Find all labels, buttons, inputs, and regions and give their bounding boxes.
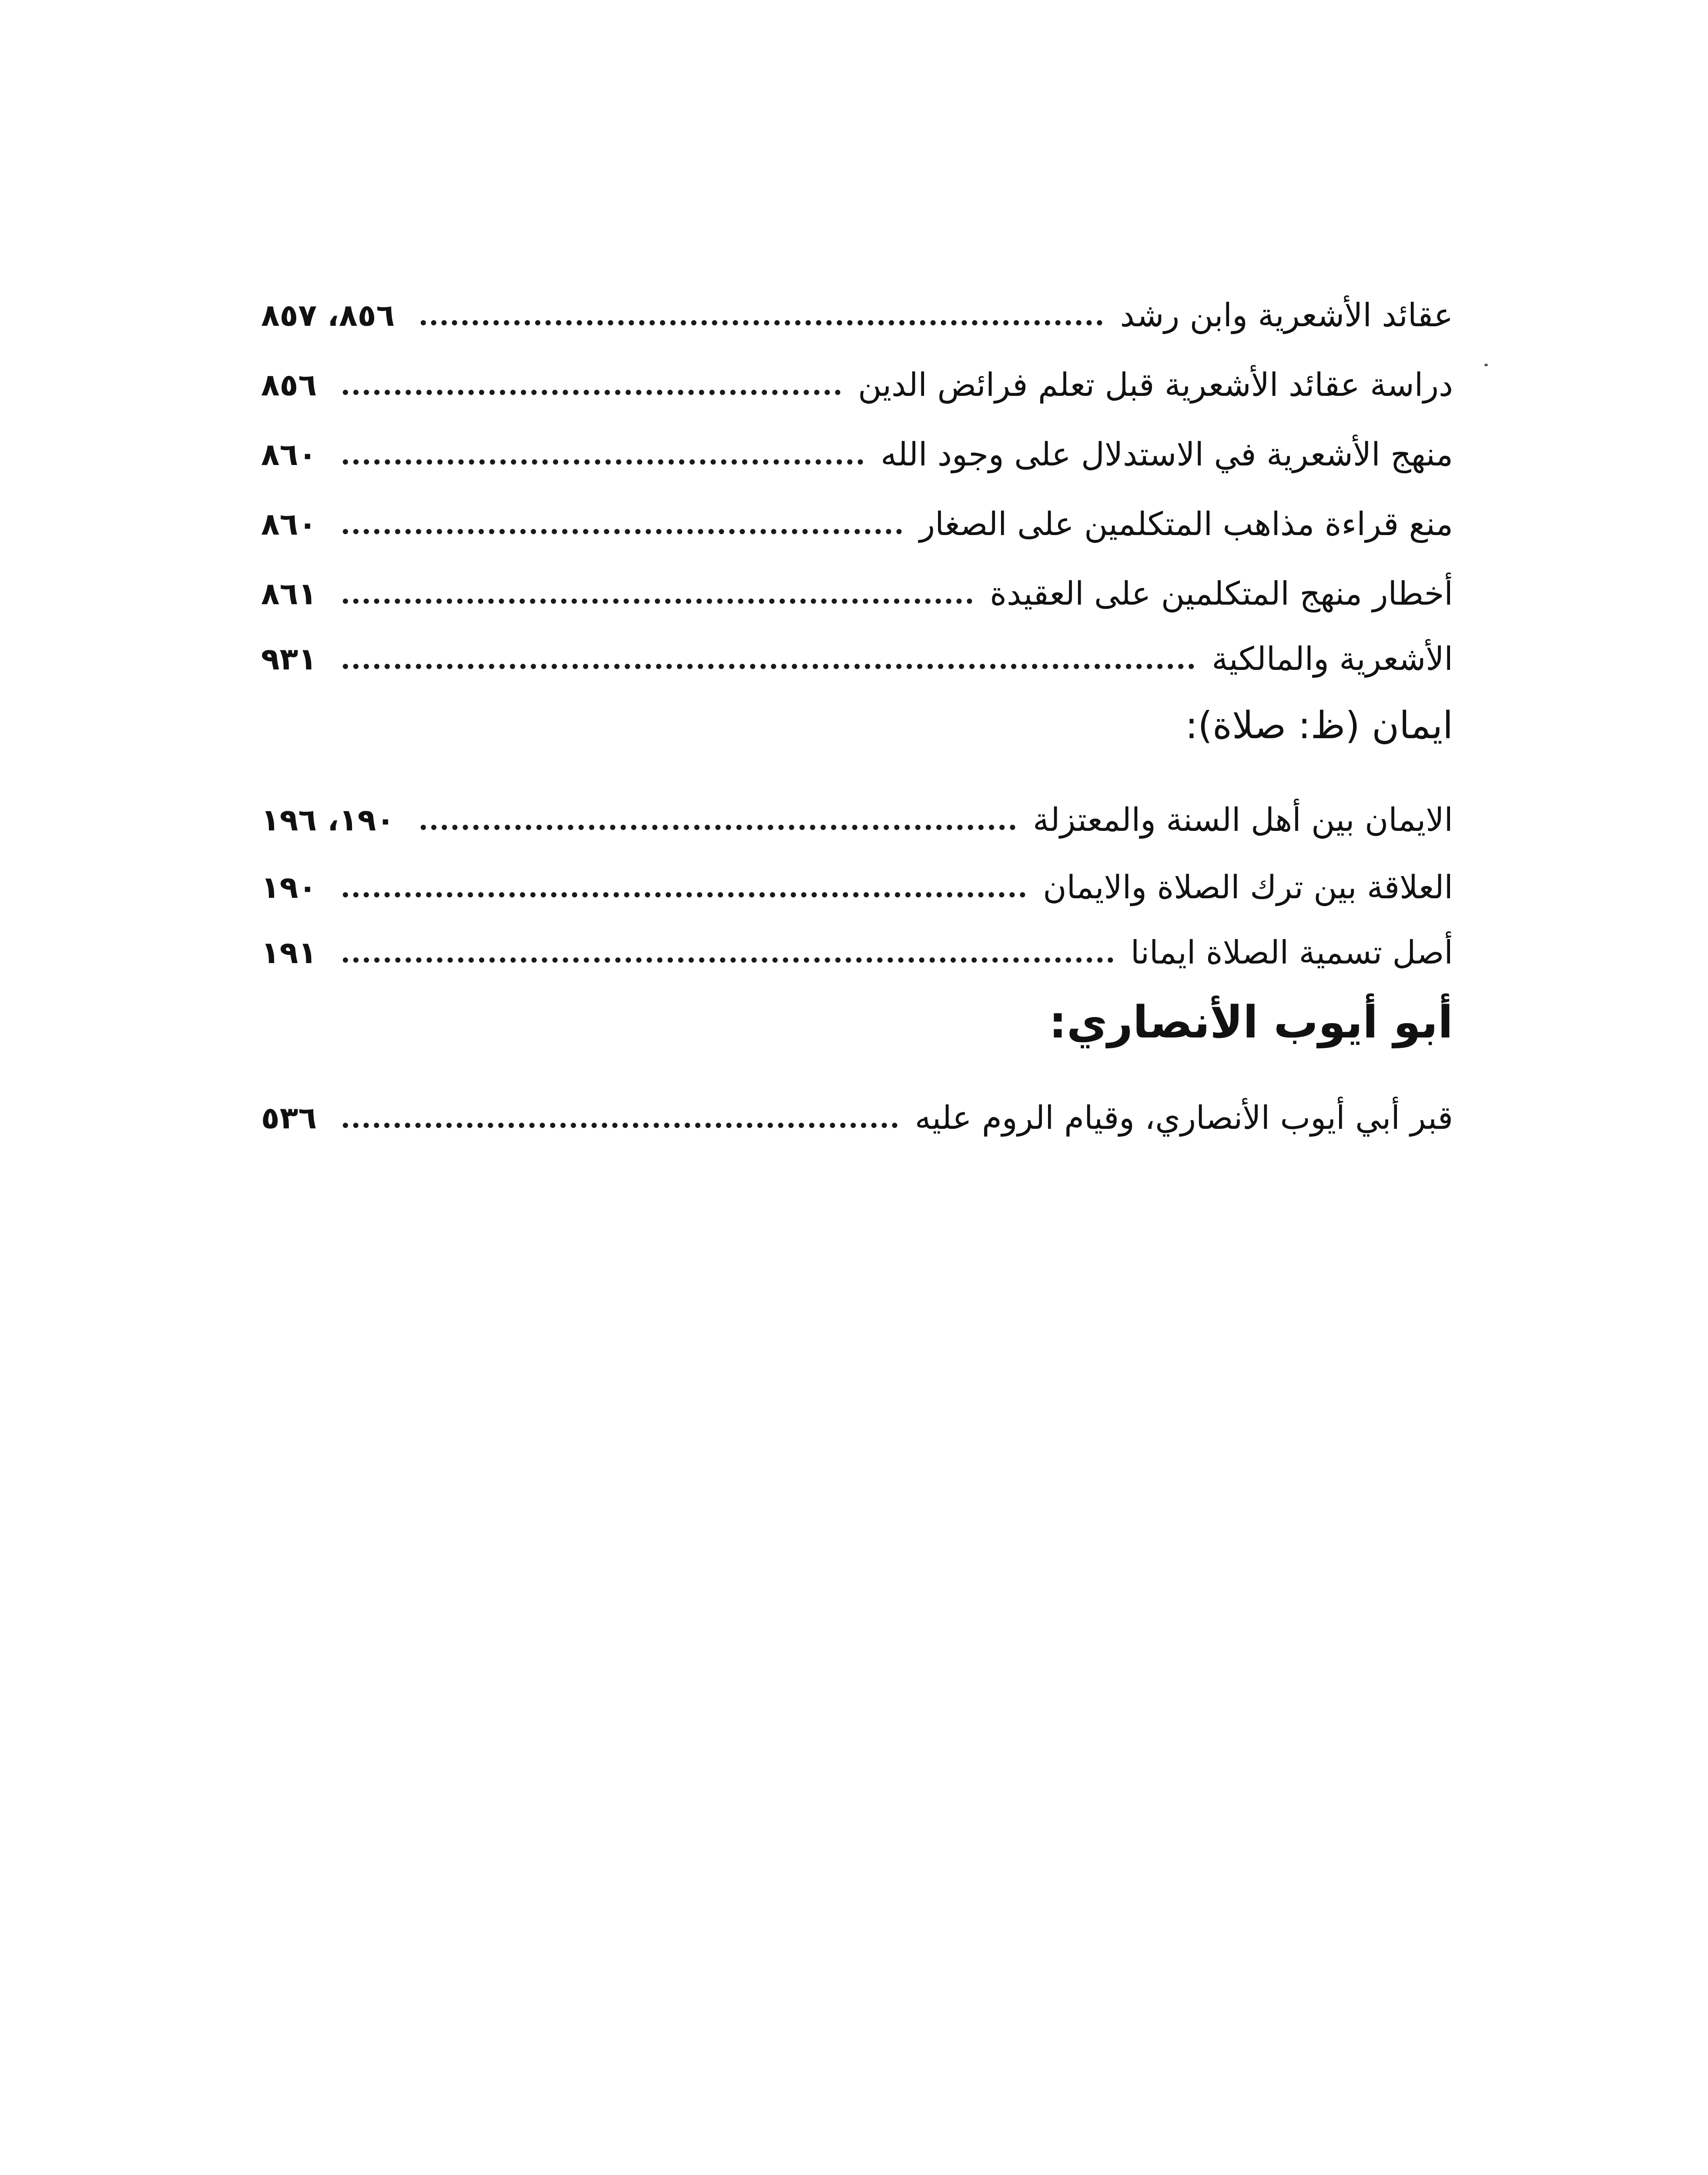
entry-text: قبر أبي أيوب الأنصاري، وقيام الروم عليه bbox=[914, 1099, 1453, 1137]
entry-text: أصل تسمية الصلاة ايمانا bbox=[1130, 934, 1453, 971]
dot-leader bbox=[343, 459, 863, 465]
dot-leader bbox=[343, 664, 1194, 669]
entry-pages: ٨٦١ bbox=[261, 576, 317, 612]
entry-pages: ٨٥٦ bbox=[261, 367, 317, 403]
entry-pages: ٥٣٦ bbox=[261, 1100, 317, 1136]
dot-leader bbox=[421, 825, 1015, 830]
entry-text: دراسة عقائد الأشعرية قبل تعلم فرائض الدين bbox=[858, 366, 1453, 404]
section-heading: ايمان (ظ: صلاة): bbox=[1185, 704, 1453, 747]
entry-text: الأشعرية والمالكية bbox=[1212, 640, 1453, 678]
dot-leader bbox=[343, 529, 902, 534]
index-entry bbox=[261, 924, 1453, 981]
dot-leader bbox=[421, 320, 1102, 325]
dot-leader bbox=[343, 1123, 898, 1128]
index-entry bbox=[261, 792, 1453, 848]
entry-pages: ٨٦٠ bbox=[261, 437, 317, 472]
index-entry bbox=[261, 496, 1453, 552]
index-entry bbox=[261, 566, 1453, 622]
entry-pages: ٨٥٦، ٨٥٧ bbox=[261, 298, 395, 333]
dot-leader bbox=[343, 892, 1025, 897]
index-entry bbox=[261, 1090, 1453, 1146]
entry-pages: ٩٣١ bbox=[261, 641, 317, 677]
dot-leader bbox=[343, 957, 1113, 963]
index-entry bbox=[261, 859, 1453, 916]
index-entry bbox=[261, 287, 1453, 344]
entry-pages: ١٩٠ bbox=[261, 870, 317, 905]
dot-leader bbox=[343, 390, 841, 395]
index-entry bbox=[261, 357, 1453, 413]
scan-speck bbox=[1484, 364, 1488, 366]
entry-text: منع قراءة مذاهب المتكلمين على الصغار bbox=[919, 505, 1453, 543]
entry-text: العلاقة بين ترك الصلاة والايمان bbox=[1043, 869, 1453, 906]
section-heading: أبو أيوب الأنصاري: bbox=[1049, 997, 1453, 1048]
entry-text: منهج الأشعرية في الاستدلال على وجود الله bbox=[881, 436, 1453, 473]
entry-pages: ٨٦٠ bbox=[261, 506, 317, 542]
entry-pages: ١٩٠، ١٩٦ bbox=[261, 802, 395, 838]
entry-pages: ١٩١ bbox=[261, 935, 317, 970]
index-entry bbox=[261, 426, 1453, 483]
entry-text: أخطار منهج المتكلمين على العقيدة bbox=[990, 575, 1453, 612]
dot-leader bbox=[343, 599, 972, 604]
entry-text: الايمان بين أهل السنة والمعتزلة bbox=[1033, 801, 1453, 839]
entry-text: عقائد الأشعرية وابن رشد bbox=[1120, 297, 1453, 334]
index-entry bbox=[261, 631, 1453, 687]
